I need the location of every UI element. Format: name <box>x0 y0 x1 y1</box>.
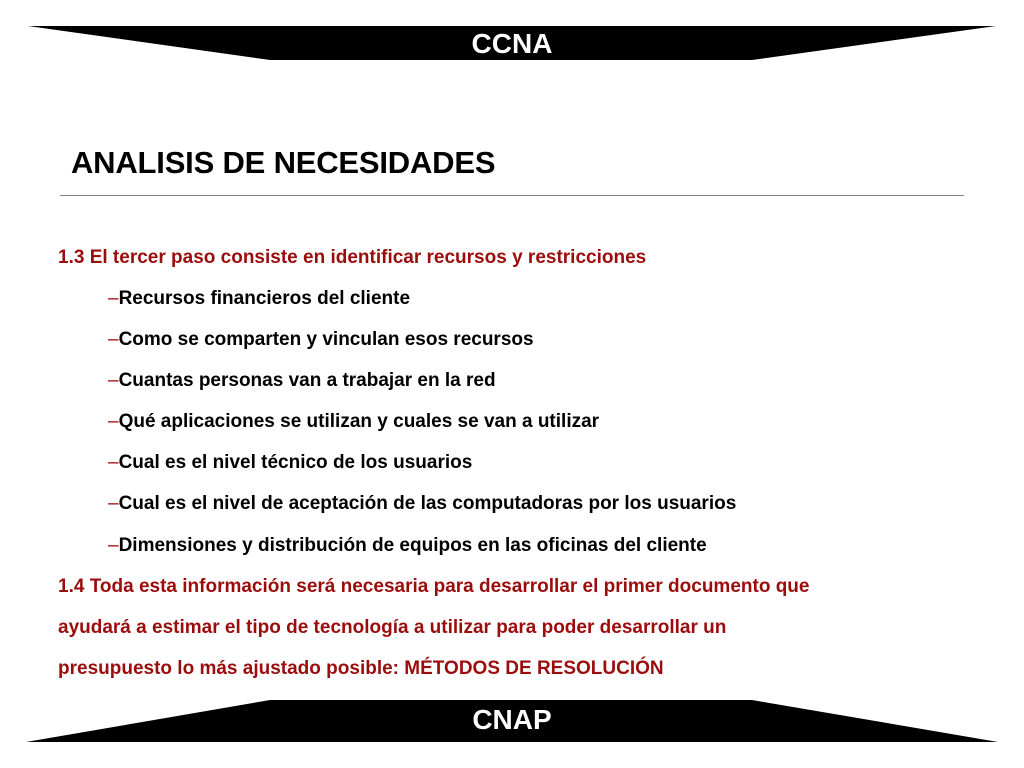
bullet-text: Como se comparten y vinculan esos recursos <box>118 329 534 350</box>
bullet-text: Recursos financieros del cliente <box>118 288 411 309</box>
bullet-item <box>108 536 707 555</box>
dash-marker: – <box>108 370 119 391</box>
bottom-banner <box>0 696 1024 746</box>
dash-marker: – <box>108 411 119 432</box>
footer-label: CNAP <box>472 704 552 735</box>
header-label: CCNA <box>471 28 553 59</box>
bullet-text: Dimensiones y distribución de equipos en las oficinas del cliente <box>118 535 707 556</box>
bullet-text: Cuantas personas van a trabajar en la red <box>118 370 496 391</box>
bullet-item <box>108 371 496 390</box>
dash-marker: – <box>108 535 119 556</box>
dash-marker: – <box>108 493 119 514</box>
dash-marker: – <box>108 288 119 309</box>
bullet-text: Qué aplicaciones se utilizan y cuales se van a utilizar <box>118 411 600 432</box>
bullet-text: Cual es el nivel técnico de los usuarios <box>118 452 473 473</box>
bullet-item <box>108 412 599 431</box>
conclusion-line: presupuesto lo más ajustado posible: MÉTODOS DE RESOLUCIÓN <box>58 658 664 679</box>
conclusion-line: 1.4 Toda esta información será necesaria para desarrollar el primer documento que <box>58 576 810 597</box>
slide-title: ANALISIS DE NECESIDADES <box>71 145 496 180</box>
dash-marker: – <box>108 452 119 473</box>
bullet-item <box>108 453 472 472</box>
intro-text: 1.3 El tercer paso consiste en identificar recursos y restricciones <box>58 247 647 268</box>
conclusion-line: ayudará a estimar el tipo de tecnología a utilizar para poder desarrollar un <box>58 617 727 638</box>
bullet-item <box>108 289 410 308</box>
bullet-item <box>108 494 736 513</box>
bullet-item <box>108 330 534 349</box>
bullet-text: Cual es el nivel de aceptación de las computadoras por los usuarios <box>118 493 737 514</box>
dash-marker: – <box>108 329 119 350</box>
